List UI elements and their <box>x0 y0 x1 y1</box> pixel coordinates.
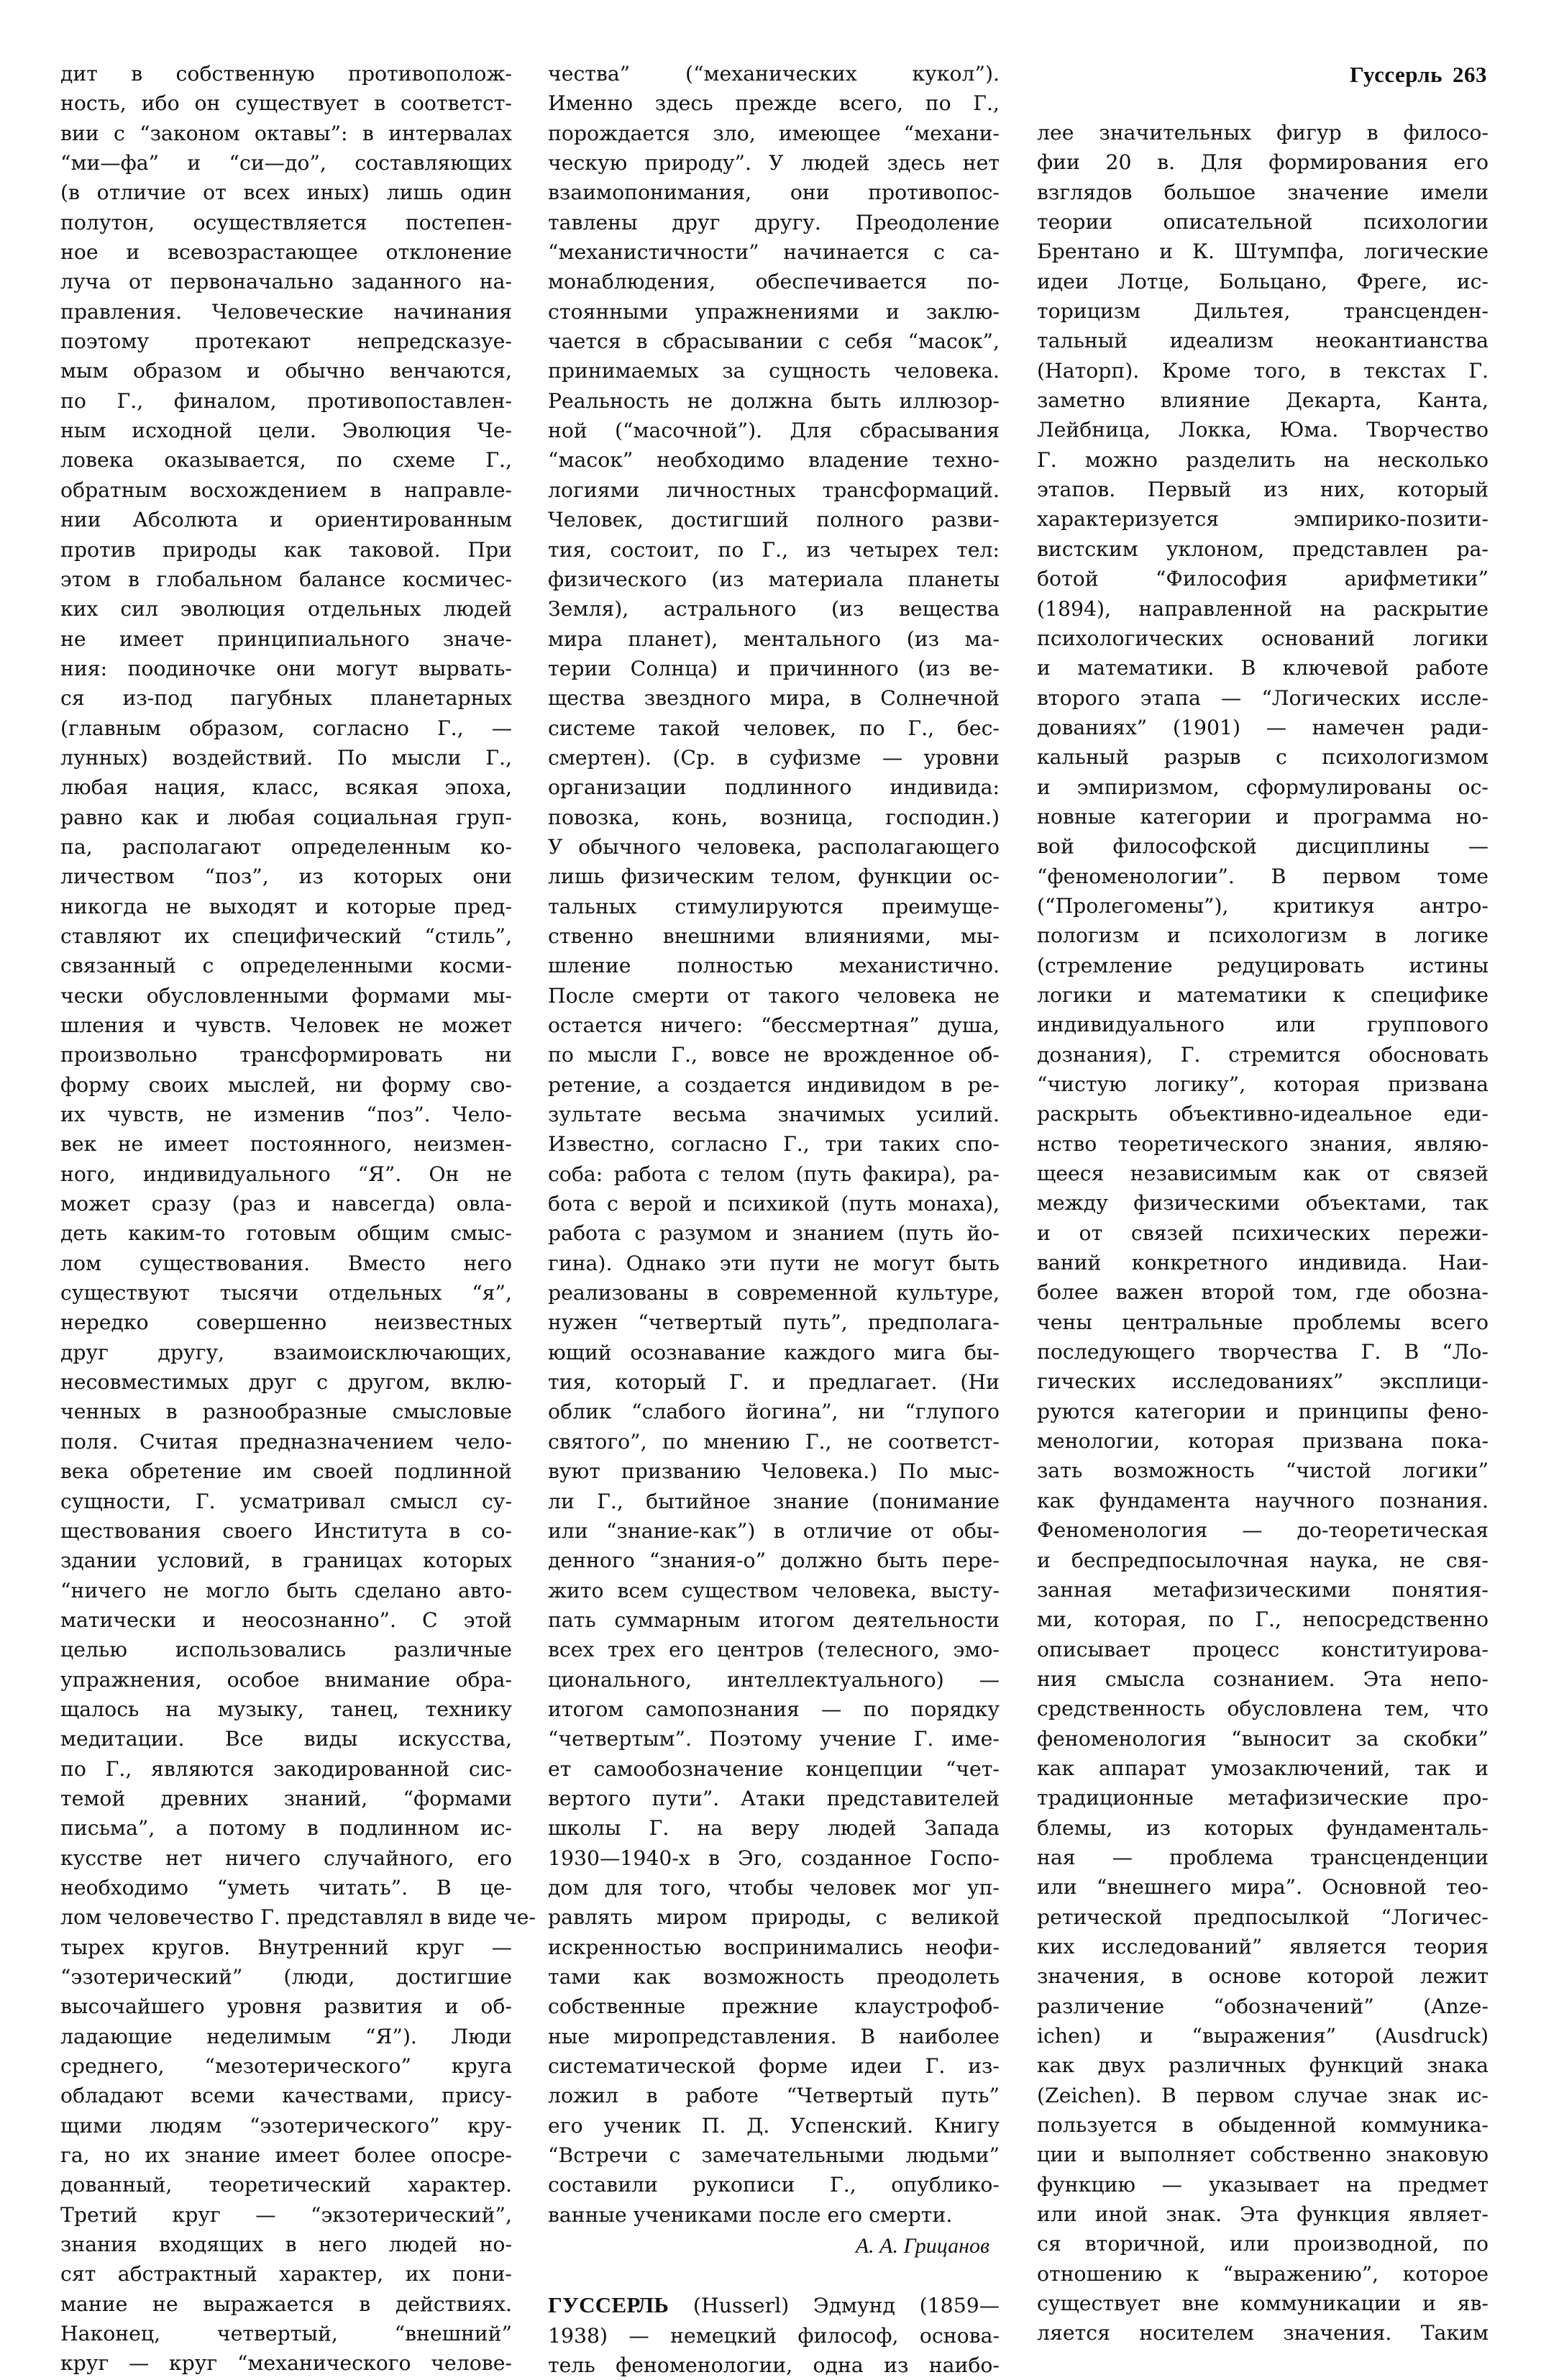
text-line: ловека оказывается, по схеме Г., <box>60 448 512 473</box>
text-line: второго этапа — “Логических иссле- <box>1037 685 1489 710</box>
text-line: между физическими объектами, так <box>1037 1191 1489 1216</box>
text-line: логиями личностных трансформаций. <box>548 478 1000 502</box>
text-line: письма”, а потому в подлинном ис- <box>60 1816 512 1841</box>
text-line: матически и неосознанно”. С этой <box>60 1608 512 1632</box>
text-line: 1930—1940-х в Эго, созданное Госпо- <box>548 1846 1000 1870</box>
text-line: ченных в разнообразные смысловые <box>60 1400 512 1424</box>
text-line: форму своих мыслей, ни форму сво- <box>60 1072 512 1097</box>
text-line: поля. Считая предназначением чело- <box>60 1429 512 1454</box>
text-line: дованиях” (1901) — намечен ради- <box>1037 715 1489 739</box>
running-head-title: Гуссерль <box>1350 62 1443 87</box>
entry-line: тель феноменологии, одна из наибо- <box>548 2353 1000 2378</box>
text-line: лунных) воздействий. По мысли Г., <box>60 745 512 770</box>
text-column-2 <box>548 59 1000 2380</box>
text-line: ваний конкретного индивида. Наи- <box>1037 1251 1489 1275</box>
text-line: более важен второй том, где обозна- <box>1037 1280 1489 1305</box>
text-line: щалось на музыку, танец, технику <box>60 1697 512 1721</box>
text-line: отношению к “выражению”, которое <box>1037 2261 1489 2286</box>
text-line: После смерти от такого человека не <box>548 983 1000 1008</box>
text-line: и от связей психических пережи- <box>1037 1221 1489 1245</box>
text-line: ли Г., бытийное знание (понимание <box>548 1489 1000 1513</box>
text-line: друг другу, взаимоисключающих, <box>60 1340 512 1364</box>
text-line: ственно внешними влияниями, мы- <box>548 924 1000 948</box>
text-line: необходимо “уметь читать”. В це- <box>60 1875 512 1900</box>
text-line: ся вторичной, или производной, по <box>1037 2232 1489 2256</box>
text-line: ная — проблема трансценденции <box>1037 1845 1489 1869</box>
text-line: щими людям “эзотерического” кру- <box>60 2113 512 2138</box>
text-line: связанный с определенными косми- <box>60 954 512 978</box>
text-line: их чувств, не изменив “поз”. Чело- <box>60 1103 512 1127</box>
text-line: психологических оснований логики <box>1037 626 1489 650</box>
text-line: или “знание-как”) в отличие от обы- <box>548 1518 1000 1543</box>
text-line: взаимопонимания, они противопос- <box>548 181 1000 205</box>
text-line: “эзотерический” (люди, достигшие <box>60 1965 512 1989</box>
text-line: пользуется в обыденной коммуника- <box>1037 2113 1489 2138</box>
text-line: ми, которая, по Г., непосредственно <box>1037 1608 1489 1632</box>
text-line: нередко совершенно неизвестных <box>60 1310 512 1335</box>
text-line: ких сил эволюция отдельных людей <box>60 597 512 621</box>
text-line: систематической форме идеи Г. из- <box>548 2054 1000 2079</box>
text-line: жито всем существом человека, высту- <box>548 1578 1000 1602</box>
text-line: торицизм Дильтея, трансценден- <box>1037 299 1489 324</box>
text-line: дованный, теоретический характер. <box>60 2173 512 2197</box>
text-line: ichen) и “выражения” (Ausdruck) <box>1037 2024 1489 2048</box>
text-line: равлять миром природы, с великой <box>548 1905 1000 1930</box>
text-line: руются категории и принципы фено- <box>1037 1399 1489 1423</box>
text-line: итогом самопознания — по порядку <box>548 1697 1000 1721</box>
article-continuation <box>548 59 1000 2230</box>
text-line: (стремление редуцировать истины <box>1037 953 1489 977</box>
text-line: раскрыть объективно-идеальное еди- <box>1037 1102 1489 1126</box>
text-line: новные категории и программа но- <box>1037 804 1489 829</box>
text-line: вистским уклоном, представлен ра- <box>1037 537 1489 561</box>
text-line: блемы, из которых фундаменталь- <box>1037 1815 1489 1840</box>
text-line: Брентано и К. Штумпфа, логические <box>1037 240 1489 264</box>
text-line: работа с разумом и знанием (путь йо- <box>548 1221 1000 1246</box>
entry-line: (Husserl) Эдмунд (1859— <box>692 2294 1000 2318</box>
text-line: менологии, которая призвана пока- <box>1037 1429 1489 1454</box>
text-line: упражнения, особое внимание обра- <box>60 1667 512 1692</box>
text-line: ным исходной цели. Эволюция Че- <box>60 419 512 443</box>
text-line: “четвертым”. Поэтому учение Г. име- <box>548 1727 1000 1751</box>
text-line: шления и чувств. Человек не может <box>60 1013 512 1037</box>
text-line: ное и всевозрастающее отклонение <box>60 240 512 265</box>
text-line: ретение, а создается индивидом в ре- <box>548 1072 1000 1097</box>
text-line: деть каким-то готовым общим смыс- <box>60 1221 512 1246</box>
text-line: не имеет принципиального значе- <box>60 626 512 651</box>
text-line: системе такой человек, по Г., бес- <box>548 716 1000 740</box>
text-line: ществования своего Института в со- <box>60 1518 512 1543</box>
text-line: составили рукописи Г., опублико- <box>548 2173 1000 2197</box>
text-line: денного “знания-о” должно быть пере- <box>548 1549 1000 1573</box>
text-line: Г. можно разделить на несколько <box>1037 447 1489 472</box>
text-line: (Наторп). Кроме того, в текстах Г. <box>1037 358 1489 383</box>
text-line: занная метафизическими понятия- <box>1037 1577 1489 1602</box>
dictionary-entry <box>548 2290 1000 2380</box>
text-line: Реальность не должна быть иллюзор- <box>548 388 1000 413</box>
text-line: вии с “законом октавы”: в интервалах <box>60 121 512 145</box>
text-line: ких исследований” является теория <box>1037 1934 1489 1959</box>
text-line: “чистую логику”, которая призвана <box>1037 1072 1489 1096</box>
text-line: фии 20 в. Для формирования его <box>1037 150 1489 175</box>
text-line: различение “обозначений” (Anze- <box>1037 1994 1489 2018</box>
text-line: сят абстрактный характер, их пони- <box>60 2262 512 2286</box>
text-line: дознания), Г. стремится обосновать <box>1037 1042 1489 1067</box>
text-line: Именно здесь прежде всего, по Г., <box>548 91 1000 116</box>
text-line: реализованы в современной культуре, <box>548 1281 1000 1305</box>
text-line: га, но их знание имеет более опосре- <box>60 2143 512 2168</box>
text-line: круг — круг “механического челове- <box>60 2351 512 2376</box>
text-line: ность, ибо он существует в соответст- <box>60 91 512 116</box>
text-line: луча от первоначально заданного на- <box>60 270 512 294</box>
text-line: сущности, Г. усматривал смысл су- <box>60 1489 512 1513</box>
text-line: чества” (“механических кукол”). <box>548 62 1000 86</box>
text-line: как фундамента научного познания. <box>1037 1488 1489 1513</box>
text-line: всех трех его центров (телесного, эмо- <box>548 1638 1000 1662</box>
text-line: знания входящих в него людей но- <box>60 2233 512 2257</box>
text-line: этом в глобальном балансе космичес- <box>60 567 512 591</box>
text-line: (“Пролегомены”), критикуя антро- <box>1037 893 1489 918</box>
text-line: ции и выполняет собственно знаковую <box>1037 2143 1489 2167</box>
text-line: Наконец, четвертый, “внешний” <box>60 2322 512 2346</box>
text-line: последующего творчества Г. В “Ло- <box>1037 1340 1489 1364</box>
text-line: ной (“масочной”). Для сбрасывания <box>548 419 1000 443</box>
text-line: равно как и любая социальная груп- <box>60 805 512 829</box>
entry-first-line <box>548 2290 1000 2320</box>
page-number: 263 <box>1453 62 1487 87</box>
text-line: физического (из материала планеты <box>548 567 1000 591</box>
text-line: школы Г. на веру людей Запада <box>548 1816 1000 1841</box>
text-line: лом существования. Вместо него <box>60 1251 512 1275</box>
text-line: остается ничего: “бессмертная” душа, <box>548 1013 1000 1037</box>
text-line: бота с верой и психикой (путь монаха), <box>548 1192 1000 1216</box>
text-line: ния смысла сознанием. Эта непо- <box>1037 1667 1489 1691</box>
text-line: традиционные метафизические про- <box>1037 1786 1489 1810</box>
text-line: высочайшего уровня развития и об- <box>60 1994 512 2019</box>
text-line: Феноменология — до-теоретическая <box>1037 1518 1489 1543</box>
text-line: тия, состоит, по Г., из четырех тел: <box>548 537 1000 562</box>
text-line: мание не выражается в действиях. <box>60 2292 512 2316</box>
text-line: кусстве нет ничего случайного, его <box>60 1846 512 1870</box>
text-line: тами как возможность преодолеть <box>548 1965 1000 1989</box>
text-line: “масок” необходимо владение техно- <box>548 448 1000 473</box>
text-line: святого”, по мнению Г., не соответст- <box>548 1429 1000 1454</box>
text-line: лом человечество Г. представлял в виде че- <box>60 1905 536 1930</box>
text-line: (1894), направленной на раскрытие <box>1037 596 1489 621</box>
text-line: функцию — указывает на предмет <box>1037 2172 1489 2197</box>
text-line: обратным восхождением в направле- <box>60 478 512 502</box>
text-line: ретической предпосылкой “Логичес- <box>1037 1905 1489 1929</box>
text-line: как двух различных функций знака <box>1037 2053 1489 2078</box>
text-line: и математики. В ключевой работе <box>1037 656 1489 680</box>
text-line: средственность обусловлена тем, что <box>1037 1697 1489 1721</box>
text-line: Человек, достигший полного разви- <box>548 508 1000 532</box>
text-line: чески обусловленными формами мы- <box>60 983 512 1008</box>
text-line: собственные прежние клаустрофоб- <box>548 1994 1000 2019</box>
text-line: темой древних знаний, “формами <box>60 1786 512 1810</box>
text-line: и эмпиризмом, сформулированы ос- <box>1037 775 1489 799</box>
text-line: ческую природу”. У людей здесь нет <box>548 151 1000 175</box>
text-line: его ученик П. Д. Успенский. Книгу <box>548 2113 1000 2138</box>
text-line: здании условий, в границах которых <box>60 1549 512 1573</box>
text-line: Земля), астрального (из вещества <box>548 597 1000 621</box>
text-line: медитации. Все виды искусства, <box>60 1727 512 1751</box>
text-line: “Встречи с замечательными людьми” <box>548 2143 1000 2168</box>
text-line: (в отличие от всех иных) лишь один <box>60 181 512 205</box>
text-line: чены центральные проблемы всего <box>1037 1310 1489 1334</box>
text-line: тия, который Г. и предлагает. (Ни <box>548 1370 1000 1395</box>
text-line: описывает процесс конституирова- <box>1037 1637 1489 1661</box>
text-line: лишь физическим телом, функции ос- <box>548 865 1000 889</box>
text-line: века обретение им своей подлинной <box>60 1459 512 1484</box>
text-line: “феноменологии”. В первом томе <box>1037 864 1489 888</box>
text-line: искренностью воспринимались неофи- <box>548 1935 1000 1959</box>
text-line: ет самообозначение концепции “чет- <box>548 1756 1000 1781</box>
text-line: этапов. Первый из них, который <box>1037 478 1489 502</box>
text-line: целью использовались различные <box>60 1638 512 1662</box>
text-line: облик “слабого йогина”, ни “глупого <box>548 1400 1000 1424</box>
text-line: как аппарат умозаключений, так и <box>1037 1756 1489 1780</box>
text-line: гина). Однако эти пути не могут быть <box>548 1251 1000 1275</box>
entry-line: 1938) — немецкий философ, основа- <box>548 2323 1000 2348</box>
text-line: может сразу (раз и навсегда) овла- <box>60 1192 512 1216</box>
text-line: гических исследованиях” эксплици- <box>1037 1369 1489 1394</box>
text-line: заметно влияние Декарта, Канта, <box>1037 388 1489 413</box>
text-line: нии Абсолюта и ориентированным <box>60 508 512 532</box>
text-line: нство теоретического знания, являю- <box>1037 1131 1489 1156</box>
text-line: щееся независимым как от связей <box>1037 1162 1489 1186</box>
text-line: Третий круг — “экзотерический”, <box>60 2202 512 2227</box>
text-line: Известно, согласно Г., три таких спо- <box>548 1132 1000 1157</box>
text-line: “ничего не могло быть сделано авто- <box>60 1578 512 1602</box>
text-line: правления. Человеческие начинания <box>60 299 512 324</box>
text-line: полутон, осуществляется постепен- <box>60 210 512 234</box>
text-line: У обычного человека, располагающего <box>548 834 1000 859</box>
text-line: кальный разрыв с психологизмом <box>1037 745 1489 770</box>
text-line: или “внешнего мира”. Основной тео- <box>1037 1875 1489 1900</box>
text-line: поэтому протекают непредсказуе- <box>60 329 512 354</box>
text-line: тавлены друг другу. Преодоление <box>548 210 1000 234</box>
text-line: идеи Лотце, Больцано, Фреге, ис- <box>1037 269 1489 293</box>
text-line: ложил в работе “Четвертый путь” <box>548 2084 1000 2108</box>
text-line: дит в собственную противополож- <box>60 62 512 86</box>
text-line: ся из-под пагубных планетарных <box>60 686 512 711</box>
text-line: организации подлинного индивида: <box>548 775 1000 800</box>
text-line: среднего, “мезотерического” круга <box>60 2054 512 2079</box>
text-line: теории описательной психологии <box>1037 210 1489 234</box>
text-line: Лейбница, Локка, Юма. Творчество <box>1037 418 1489 442</box>
text-column-3 <box>1037 118 1489 2348</box>
text-line: по Г., являются закодированной сис- <box>60 1756 512 1781</box>
text-line: ющий осознавание каждого мига бы- <box>548 1340 1000 1364</box>
text-line: ного, индивидуального “Я”. Он не <box>60 1162 512 1186</box>
text-line: шление полностью механистично. <box>548 954 1000 978</box>
text-line: век не имеет постоянного, неизмен- <box>60 1132 512 1157</box>
text-line: “механистичности” начинается с са- <box>548 240 1000 265</box>
text-line: дом для того, чтобы человек мог уп- <box>548 1875 1000 1900</box>
text-line: вертого пути”. Атаки представителей <box>548 1786 1000 1810</box>
text-line: по Г., финалом, противопоставлен- <box>60 388 512 413</box>
text-line: смертен). (Ср. в суфизме — уровни <box>548 745 1000 770</box>
text-line: ботой “Философия арифметики” <box>1037 567 1489 591</box>
text-line: (Zeichen). В первом случае знак ис- <box>1037 2083 1489 2107</box>
text-line: никогда не выходят и которые пред- <box>60 894 512 918</box>
text-line: па, располагают определенным ко- <box>60 834 512 859</box>
text-line: по мысли Г., вовсе не врожденное об- <box>548 1043 1000 1067</box>
text-line: пологизм и психологизм в логике <box>1037 924 1489 948</box>
text-line: мира планет), ментального (из ма- <box>548 626 1000 651</box>
text-line: ляется носителем значения. Таким <box>1037 2321 1489 2345</box>
text-line: (главным образом, согласно Г., — <box>60 716 512 740</box>
text-line: чается в сбрасывании с себя “масок”, <box>548 329 1000 354</box>
text-line: ванные учениками после его смерти. <box>548 2202 953 2227</box>
text-line: логики и математики к специфике <box>1037 982 1489 1007</box>
text-line: ционального, интеллектуального) — <box>548 1667 1000 1692</box>
text-line: или иной знак. Эта функция являет- <box>1037 2202 1489 2227</box>
text-line: принимаемых за сущность человека. <box>548 359 1000 383</box>
text-line: индивидуального или группового <box>1037 1013 1489 1037</box>
text-line: значения, в основе которой лежит <box>1037 1964 1489 1989</box>
text-line: и беспредпосылочная наука, не свя- <box>1037 1548 1489 1572</box>
text-line: стоянными упражнениями и заклю- <box>548 299 1000 324</box>
text-line: “ми—фа” и “си—до”, составляющих <box>60 151 512 175</box>
text-line: ставляют их специфический “стиль”, <box>60 924 512 948</box>
text-line: личеством “поз”, из которых они <box>60 865 512 889</box>
running-head <box>1350 62 1487 88</box>
text-line: нужен “четвертый путь”, предполага- <box>548 1310 1000 1335</box>
text-line: любая нация, класс, всякая эпоха, <box>60 775 512 800</box>
text-line: вой философской дисциплины — <box>1037 834 1489 859</box>
text-line: монаблюдения, обеспечивается по- <box>548 270 1000 294</box>
text-line: вуют призванию Человека.) По мыс- <box>548 1459 1000 1484</box>
text-line: несовместимых друг с другом, вклю- <box>60 1370 512 1395</box>
text-line: существуют тысячи отдельных “я”, <box>60 1281 512 1305</box>
article-author: А. А. Грицанов <box>855 2234 989 2258</box>
text-line: взглядов большое значение имели <box>1037 180 1489 204</box>
text-line: характеризуется эмпирико-позити- <box>1037 507 1489 532</box>
text-line: мым образом и обычно венчаются, <box>60 359 512 383</box>
text-line: ладающие неделимым “Я”). Люди <box>60 2024 512 2048</box>
text-column-1 <box>60 59 536 2379</box>
text-line: обладают всеми качествами, прису- <box>60 2084 512 2108</box>
text-line: ные миропредставления. В наиболее <box>548 2024 1000 2048</box>
entry-headword: ГУССЕРЛЬ <box>548 2292 669 2318</box>
text-line: зультате весьма значимых усилий. <box>548 1103 1000 1127</box>
text-line: терии Солнца) и причинного (из ве- <box>548 656 1000 680</box>
text-line: тальных стимулируются преимуще- <box>548 894 1000 918</box>
text-line: повозка, конь, возница, господин.) <box>548 805 1000 829</box>
text-line: лее значительных фигур в филосо- <box>1037 121 1489 145</box>
text-line: феноменология “выносит за скобки” <box>1037 1726 1489 1751</box>
text-line: щества звездного мира, в Солнечной <box>548 686 1000 711</box>
text-line: произвольно трансформировать ни <box>60 1043 512 1067</box>
text-line: зать возможность “чистой логики” <box>1037 1459 1489 1483</box>
text-line: пать суммарным итогом деятельности <box>548 1608 1000 1632</box>
text-line: существует вне коммуникации и яв- <box>1037 2292 1489 2316</box>
text-line: против природы как таковой. При <box>60 537 512 562</box>
text-line: тырех кругов. Внутренний круг — <box>60 1935 512 1959</box>
text-line: соба: работа с телом (путь факира), ра- <box>548 1162 1000 1186</box>
text-line: тальный идеализм неокантианства <box>1037 329 1489 353</box>
text-line: порождается зло, имеющее “механи- <box>548 121 1000 145</box>
text-line: ния: поодиночке они могут вырвать- <box>60 656 512 680</box>
